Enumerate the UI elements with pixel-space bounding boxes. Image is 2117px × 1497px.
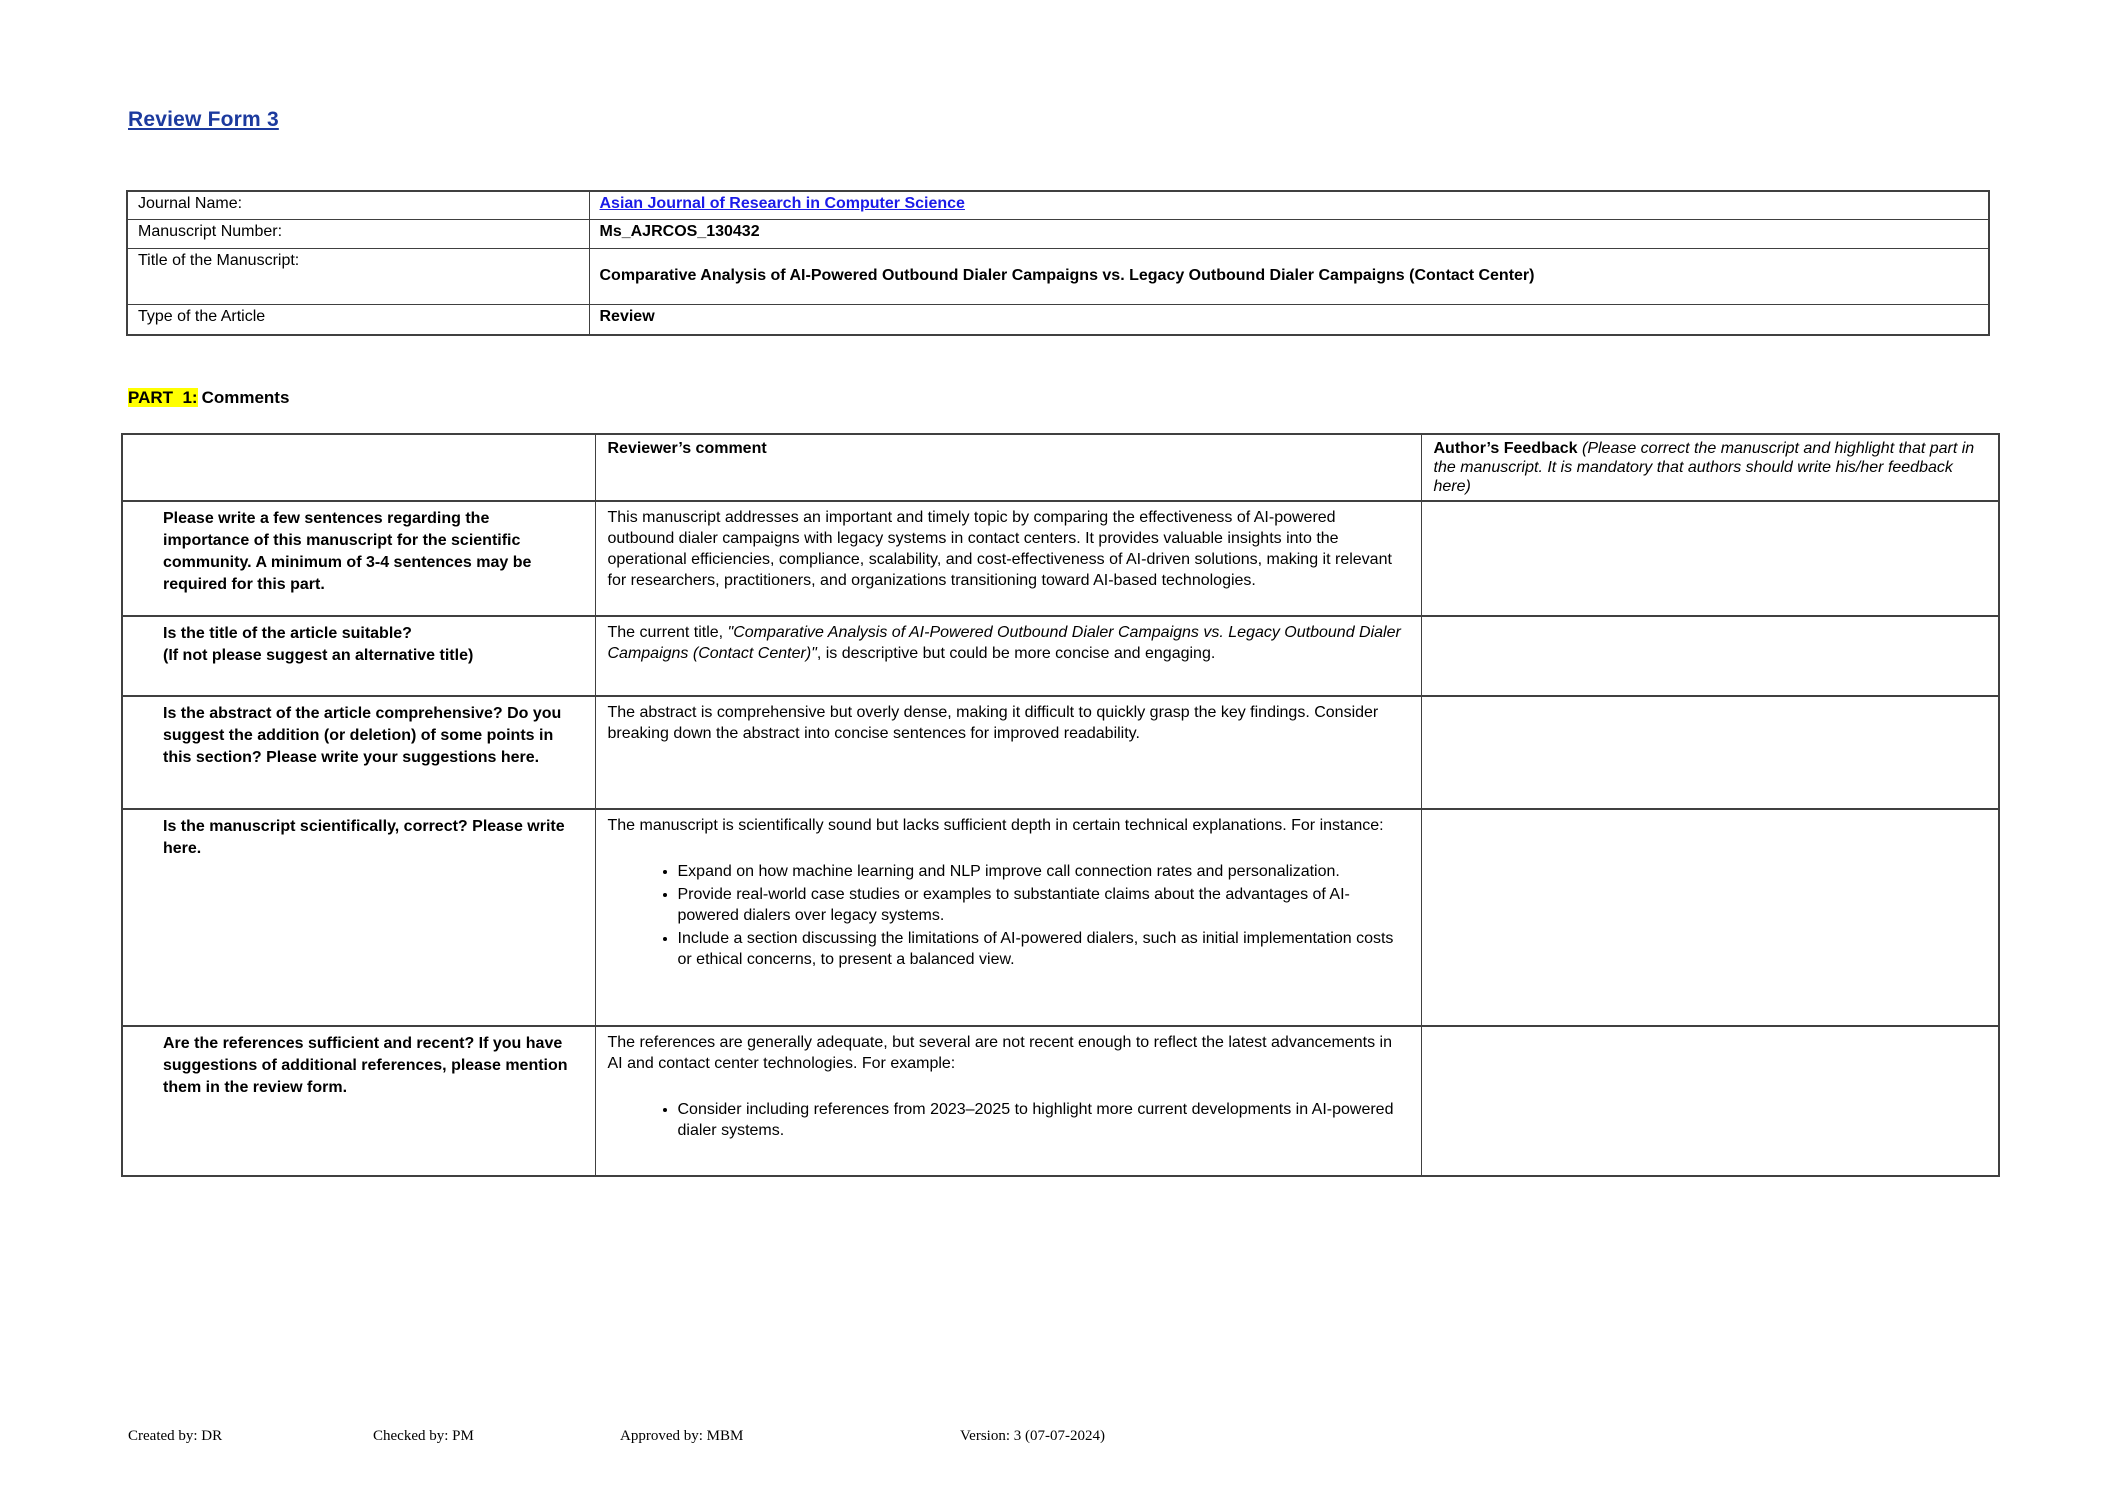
question-title-suitable <box>122 616 595 696</box>
author-feedback-cell[interactable] <box>1421 501 1999 616</box>
manuscript-number-value: Ms_AJRCOS_130432 <box>589 219 1989 248</box>
table-row-references <box>122 1026 1999 1176</box>
table-row-importance <box>122 501 1999 616</box>
reviewer-comment-header: Reviewer’s comment <box>595 434 1421 501</box>
manuscript-info-table <box>126 190 1990 336</box>
article-type-value: Review <box>589 304 1989 335</box>
question-line: Is the title of the article suitable? <box>163 625 412 642</box>
part-label-highlight: PART 1: <box>128 388 198 407</box>
journal-name-label: Journal Name: <box>127 191 589 219</box>
table-row <box>127 191 1989 219</box>
comment-references <box>595 1026 1421 1176</box>
comment-bullet-list <box>608 1099 1407 1141</box>
author-feedback-cell[interactable] <box>1421 809 1999 1026</box>
question-references: Are the references sufficient and recent? If you have suggestions of additional references, please mention them in the review form. <box>122 1026 595 1176</box>
table-row <box>127 304 1989 335</box>
comment-suffix: , is descriptive but could be more concise and engaging. <box>816 645 1216 662</box>
table-row <box>127 248 1989 304</box>
comment-bullet: • Include a section discussing the limitations of AI-powered dialers, such as initial implementation costs or ethical concerns, to present a balanced view. <box>678 928 1407 970</box>
footer-checked-by: Checked by: PM <box>373 1428 474 1444</box>
author-feedback-cell[interactable] <box>1421 696 1999 809</box>
comment-quoted-title: "Comparative Analysis of AI-Powered Outbound Dialer Campaigns vs. Legacy Outbound Dialer Campaigns (Contact Center)" <box>607 624 1401 662</box>
author-feedback-header-note: (Please correct the manuscript and highlight that part in the manuscript. It is mandatory that authors should write his/her feedback here) <box>1433 440 1975 495</box>
author-feedback-cell[interactable] <box>1421 1026 1999 1176</box>
comment-bullet: • Provide real-world case studies or examples to substantiate claims about the advantages of AI-powered dialers over legacy systems. <box>678 884 1407 926</box>
comment-bullet-list <box>608 861 1407 970</box>
comment-bullet: • Consider including references from 2023–2025 to highlight more current developments in AI-powered dialer systems. <box>678 1099 1407 1141</box>
footer-version: Version: 3 (07-07-2024) <box>960 1428 1105 1444</box>
comment-importance <box>595 501 1421 616</box>
manuscript-title-label: Title of the Manuscript: <box>127 248 589 304</box>
part-title: Comments <box>201 388 290 407</box>
manuscript-number-label: Manuscript Number: <box>127 219 589 248</box>
table-row <box>127 219 1989 248</box>
review-comments-table <box>121 433 2000 1177</box>
journal-link[interactable]: Asian Journal of Research in Computer Science <box>599 195 965 212</box>
question-line: (If not please suggest an alternative title) <box>163 647 474 664</box>
question-column-header <box>122 434 595 501</box>
question-importance: Please write a few sentences regarding the importance of this manuscript for the scientific community. A minimum of 3-4 sentences may be required for this part. <box>122 501 595 616</box>
author-feedback-header-title: Author’s Feedback <box>1433 440 1582 457</box>
document-footer <box>0 1428 2117 1452</box>
table-row-abstract <box>122 696 1999 809</box>
table-header-row <box>122 434 1999 501</box>
comment-text: This manuscript addresses an important and timely topic by comparing the effectiveness of AI-powered outbound dialer campaigns with legacy systems in contact centers. It provides valuable insights into the operational efficiencies, compliance, scalability, and cost-effectiveness of AI-driven solutions, making it relevant for researchers, practitioners, and organizations transitioning toward AI-based technologies. <box>607 509 1392 589</box>
author-feedback-cell[interactable] <box>1421 616 1999 696</box>
article-type-label: Type of the Article <box>127 304 589 335</box>
manuscript-title-value: Comparative Analysis of AI-Powered Outbound Dialer Campaigns vs. Legacy Outbound Dialer Campaigns (Contact Center) <box>589 248 1989 304</box>
comment-intro: The manuscript is scientifically sound but lacks sufficient depth in certain technical explanations. For instance: <box>607 817 1384 834</box>
table-row-scientific <box>122 809 1999 1026</box>
comment-prefix: The current title, <box>607 624 728 641</box>
comment-title-suitable <box>595 616 1421 696</box>
comment-bullet: • Expand on how machine learning and NLP improve call connection rates and personalization. <box>678 861 1407 882</box>
question-scientific: Is the manuscript scientifically, correct? Please write here. <box>122 809 595 1026</box>
footer-created-by: Created by: DR <box>128 1428 223 1444</box>
table-row-title-suitable <box>122 616 1999 696</box>
author-feedback-header <box>1421 434 1999 501</box>
comment-intro: The references are generally adequate, but several are not recent enough to reflect the latest advancements in AI and contact center technologies. For example: <box>607 1034 1392 1072</box>
comment-text <box>608 622 1407 664</box>
question-abstract: Is the abstract of the article comprehensive? Do you suggest the addition (or deletion) of some points in this section? Please write your suggestions here. <box>122 696 595 809</box>
page-title: Review Form 3 <box>128 108 279 131</box>
journal-name-cell <box>589 191 1989 219</box>
footer-approved-by: Approved by: MBM <box>620 1428 744 1444</box>
part-heading <box>128 388 289 408</box>
comment-scientific <box>595 809 1421 1026</box>
comment-abstract <box>595 696 1421 809</box>
comment-text: The abstract is comprehensive but overly dense, making it difficult to quickly grasp the key findings. Consider breaking down the abstract into concise sentences for improved readability. <box>607 704 1379 742</box>
